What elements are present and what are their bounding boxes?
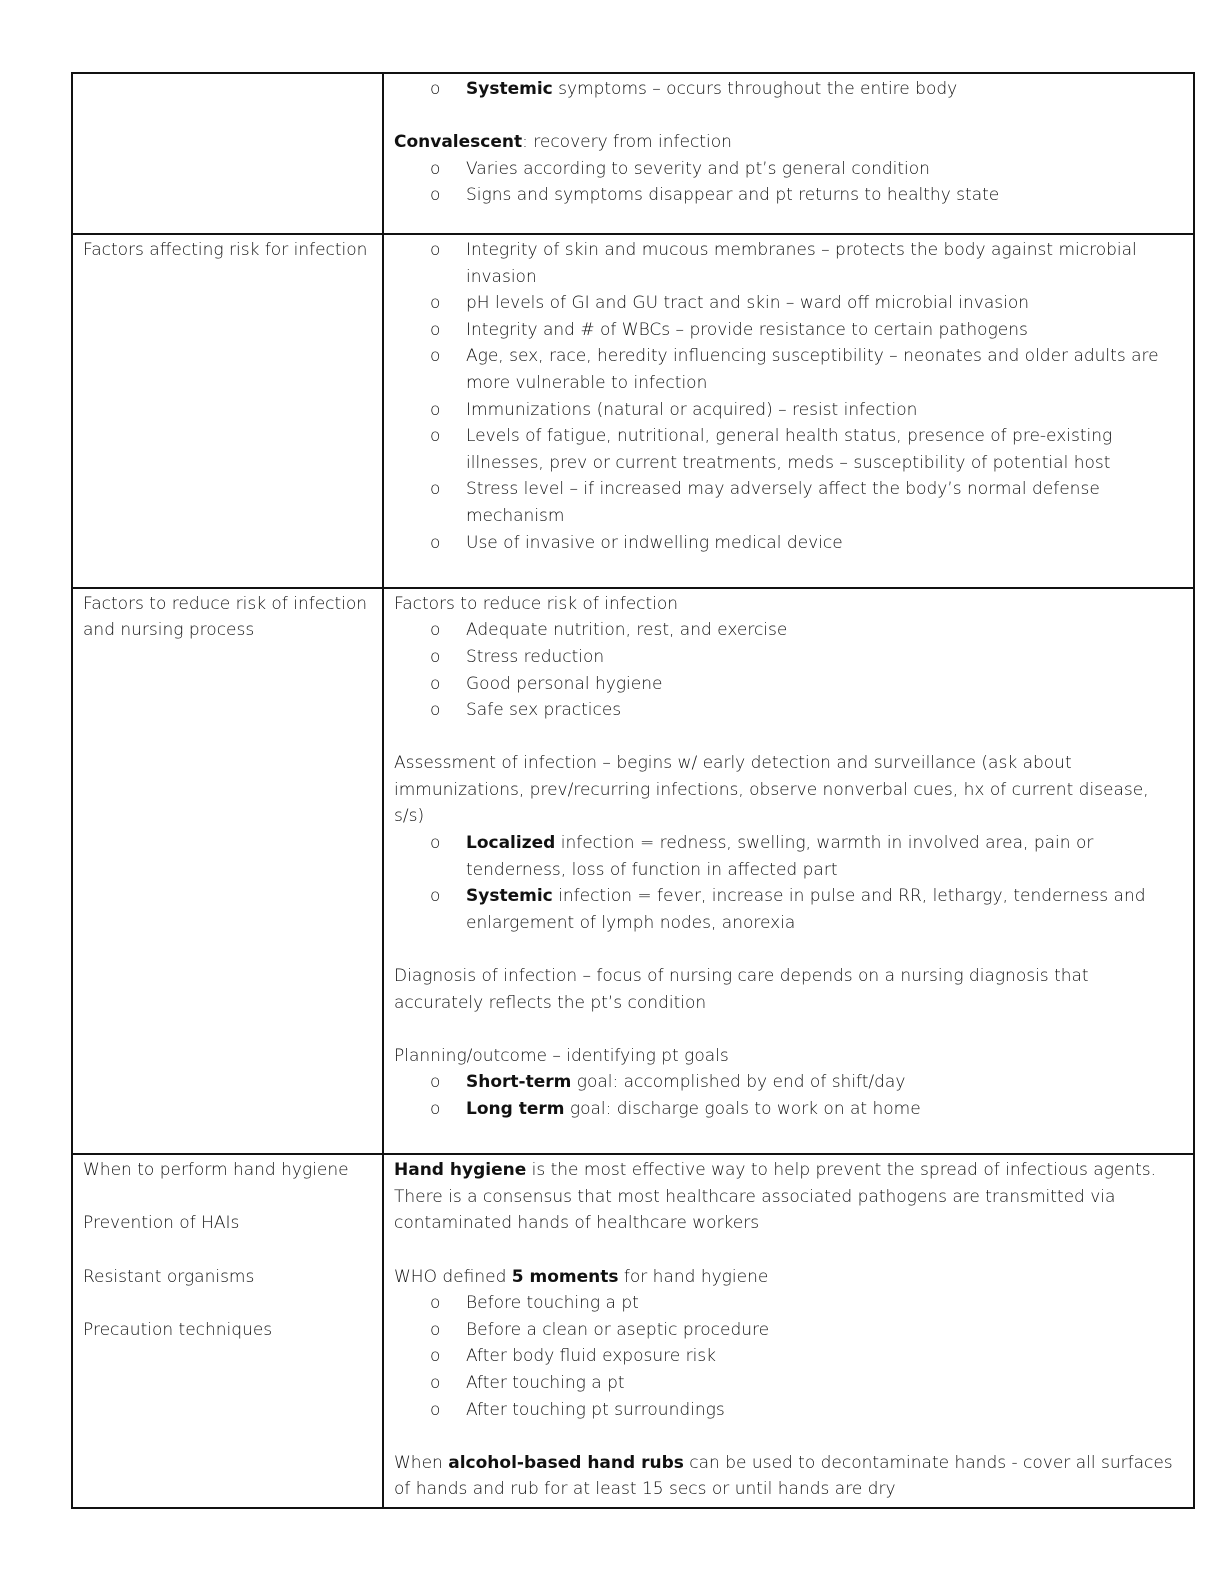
topic-cell — [72, 588, 383, 1154]
bullet-icon: o — [430, 646, 441, 667]
notes-page — [71, 72, 1173, 1509]
paragraph: Assessment of infection – begins w/ early detection and surveillance (ask about immunizations, prev/recurring infections, observe nonverbal cues, hx of current disease, s/s) — [394, 753, 1149, 827]
list-item: o After body fluid exposure risk — [394, 1343, 1183, 1370]
list-item: o Levels of fatigue, nutritional, general health status, presence of pre-existing illnesses, prev or current treatments, meds – susceptibility of potential host — [394, 423, 1183, 476]
list-item: o Stress reduction — [394, 644, 1183, 671]
bullet-icon: o — [430, 240, 441, 260]
list-item: o Systemic symptoms – occurs throughout the entire body — [394, 76, 1183, 103]
list-item: o Short-term goal: accomplished by end of shift/day — [394, 1069, 1183, 1096]
bullet-icon: o — [430, 532, 441, 553]
bullet-icon: o — [430, 1346, 441, 1367]
bullet-icon: o — [430, 479, 441, 500]
topic-label: Factors to reduce risk of infection and nursing process — [83, 593, 368, 641]
topic-label: When to perform hand hygiene — [83, 1160, 349, 1181]
topic-label: Factors affecting risk for infection — [83, 240, 368, 260]
list-item: o Safe sex practices — [394, 697, 1183, 724]
topic-cell — [72, 73, 383, 234]
topic-label: Prevention of HAIs — [83, 1213, 240, 1234]
paragraph: WHO defined 5 moments for hand hygiene — [394, 1266, 769, 1287]
topic-label: Resistant organisms — [83, 1266, 255, 1287]
bullet-icon: o — [430, 1399, 441, 1420]
list-item: o pH levels of GI and GU tract and skin – ward off microbial invasion — [394, 290, 1183, 317]
topic-label: Precaution techniques — [83, 1319, 273, 1340]
list-item: o After touching a pt — [394, 1370, 1183, 1397]
notes-cell — [383, 1154, 1194, 1508]
list-item: o Systemic infection = fever, increase in pulse and RR, lethargy, tenderness and enlargement of lymph nodes, anorexia — [394, 883, 1183, 936]
bullet-icon: o — [430, 185, 441, 206]
list-item: o Before a clean or aseptic procedure — [394, 1317, 1183, 1344]
table-row — [72, 73, 1194, 234]
bullet-icon: o — [430, 1072, 441, 1093]
bullet-list — [394, 1290, 1183, 1423]
table-row — [72, 234, 1194, 588]
topic-cell — [72, 1154, 383, 1508]
bullet-icon: o — [430, 620, 441, 641]
list-item: o Immunizations (natural or acquired) – resist infection — [394, 397, 1183, 424]
bullet-icon: o — [430, 673, 441, 694]
bullet-icon: o — [430, 399, 441, 420]
list-item: o Localized infection = redness, swelling, warmth in involved area, pain or tenderness, loss of function in affected part — [394, 830, 1183, 883]
notes-table — [71, 72, 1195, 1509]
bullet-icon: o — [430, 1099, 441, 1119]
paragraph: Factors to reduce risk of infection — [394, 593, 679, 614]
bullet-list — [394, 1069, 1183, 1122]
list-item: o Signs and symptoms disappear and pt returns to healthy state — [394, 182, 1183, 209]
list-item: o Before touching a pt — [394, 1290, 1183, 1317]
list-item: o Integrity of skin and mucous membranes – protects the body against microbial invasion — [394, 237, 1183, 290]
bullet-icon: o — [430, 346, 441, 367]
paragraph: Hand hygiene is the most effective way to help prevent the spread of infectious agents. There is a consensus that most healthcare associated pathogens are transmitted via contaminated hands of healthcare workers — [394, 1160, 1157, 1234]
list-item: o Integrity and # of WBCs – provide resistance to certain pathogens — [394, 317, 1183, 344]
notes-cell — [383, 234, 1194, 588]
bullet-icon: o — [430, 833, 441, 854]
bullet-icon: o — [430, 293, 441, 314]
list-item: o Adequate nutrition, rest, and exercise — [394, 617, 1183, 644]
list-item: o Good personal hygiene — [394, 671, 1183, 698]
paragraph: When alcohol-based hand rubs can be used to decontaminate hands - cover all surfaces of hands and rub for at least 15 secs or until hands are dry — [394, 1452, 1173, 1500]
list-item: o Age, sex, race, heredity influencing susceptibility – neonates and older adults are more vulnerable to infection — [394, 343, 1183, 396]
list-item: o Varies according to severity and pt’s general condition — [394, 156, 1183, 183]
bullet-icon: o — [430, 1319, 441, 1340]
paragraph: Diagnosis of infection – focus of nursing care depends on a nursing diagnosis that accurately reflects the pt’s condition — [394, 966, 1089, 1013]
bullet-icon: o — [430, 79, 441, 99]
topic-cell — [72, 234, 383, 588]
notes-cell — [383, 73, 1194, 234]
bullet-list — [394, 156, 1183, 209]
list-item: o Stress level – if increased may adversely affect the body’s normal defense mechanism — [394, 476, 1183, 529]
list-item: o Long term goal: discharge goals to work on at home — [394, 1096, 1183, 1123]
bullet-list — [394, 237, 1183, 556]
bullet-icon: o — [430, 158, 441, 179]
bullet-icon: o — [430, 426, 441, 447]
list-item: o Use of invasive or indwelling medical device — [394, 530, 1183, 557]
paragraph: Planning/outcome – identifying pt goals — [394, 1045, 729, 1066]
bullet-list — [394, 830, 1183, 936]
bullet-list — [394, 617, 1183, 723]
bullet-icon: o — [430, 886, 441, 907]
bullet-icon: o — [430, 700, 441, 721]
table-row — [72, 1154, 1194, 1508]
bullet-icon: o — [430, 1293, 441, 1314]
notes-cell — [383, 588, 1194, 1154]
bullet-icon: o — [430, 319, 441, 340]
list-item: o After touching pt surroundings — [394, 1397, 1183, 1424]
bullet-icon: o — [430, 1372, 441, 1393]
paragraph: Convalescent: recovery from infection — [394, 132, 732, 153]
bullet-list — [394, 76, 1183, 103]
table-row — [72, 588, 1194, 1154]
